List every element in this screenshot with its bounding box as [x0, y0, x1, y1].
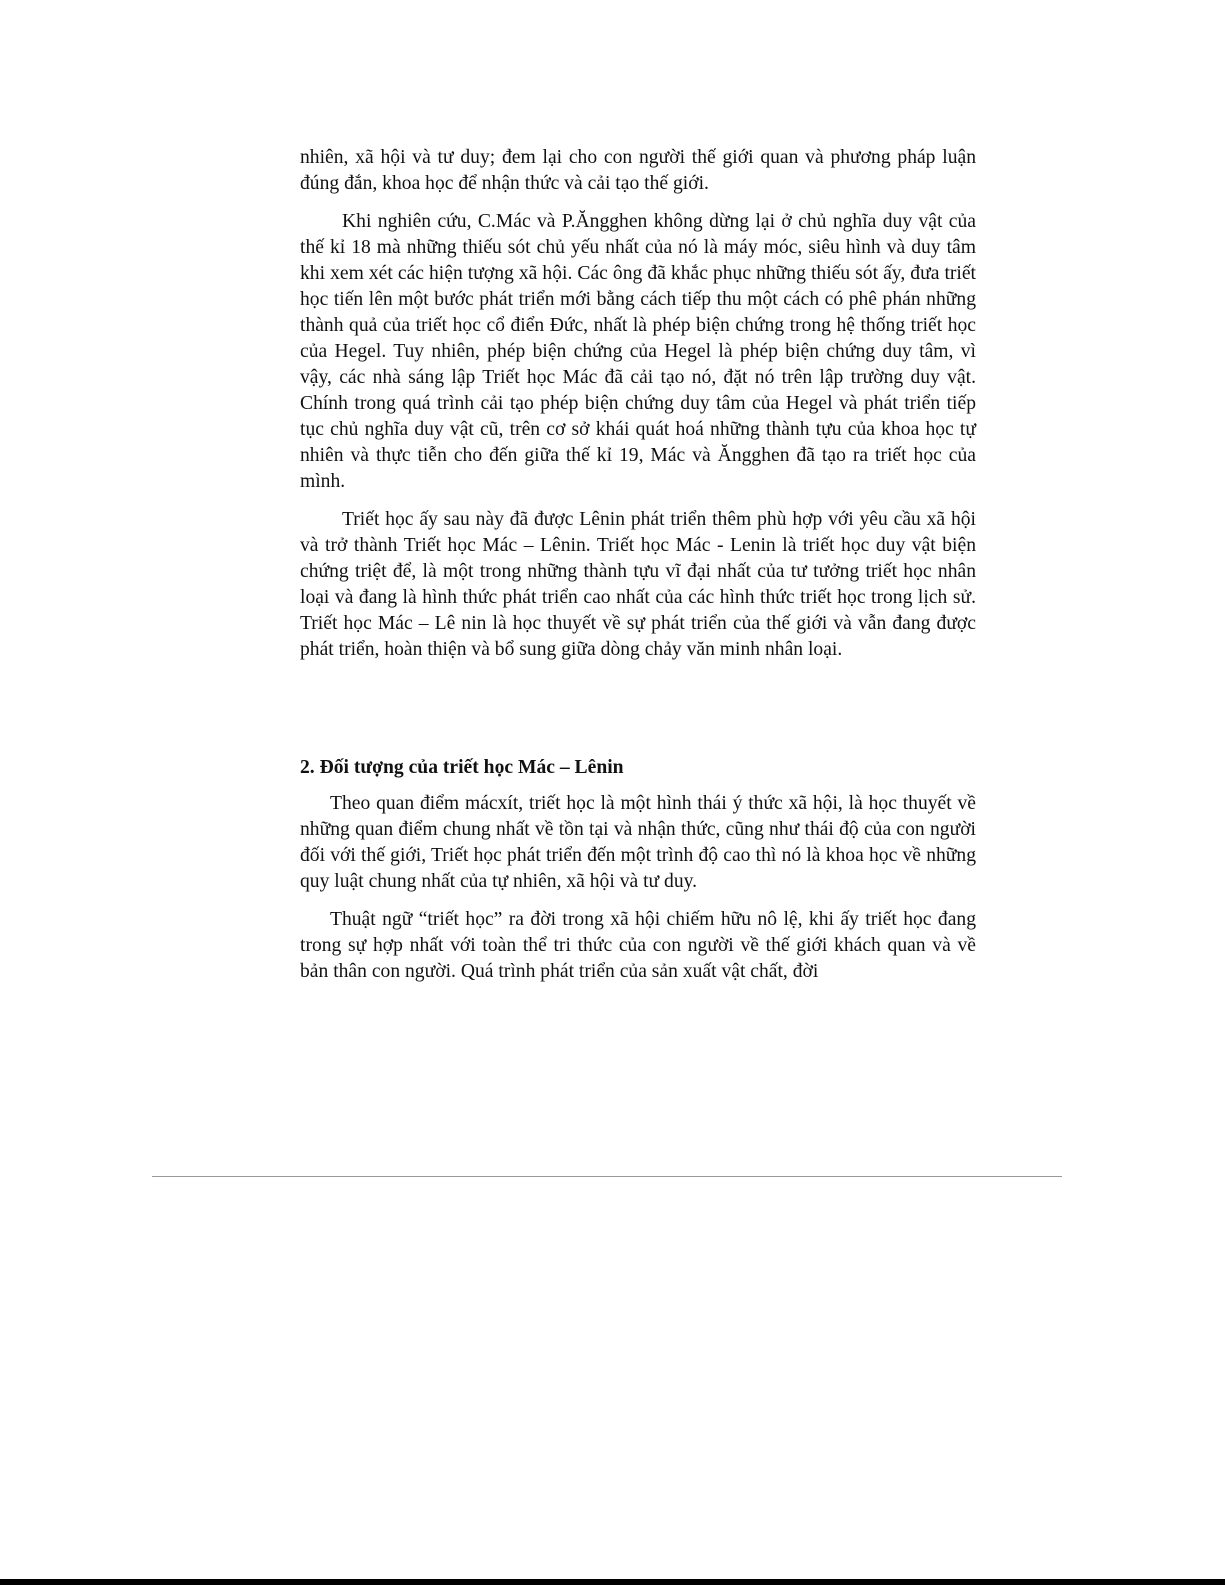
page-bottom-edge — [0, 1579, 1225, 1585]
page-divider — [152, 1176, 1062, 1177]
paragraph-2: Khi nghiên cứu, C.Mác và P.Ăngghen không dừng lại ở chủ nghĩa duy vật của thế kỉ 18 mà những thiếu sót chủ yếu nhất của nó là máy móc, siêu hình và duy tâm khi xem xét các hiện tượng xã hội. Các ông đã khắc phục những thiếu sót ấy, đưa triết học tiến lên một bước phát triển mới bằng cách tiếp thu một cách có phê phán những thành quả của triết học cổ điển Đức, nhất là phép biện chứng trong hệ thống triết học của Hegel. Tuy nhiên, phép biện chứng của Hegel là phép biện chứng duy tâm, vì vậy, các nhà sáng lập Triết học Mác đã cải tạo nó, đặt nó trên lập trường duy vật. Chính trong quá trình cải tạo phép biện chứng duy tâm của Hegel và phát triển tiếp tục chủ nghĩa duy vật cũ, trên cơ sở khái quát hoá những thành tựu của khoa học tự nhiên và thực tiễn cho đến giữa thế kỉ 19, Mác và Ăngghen đã tạo ra triết học của mình. — [300, 211, 976, 492]
paragraph-3: Triết học ấy sau này đã được Lênin phát triển thêm phù hợp với yêu cầu xã hội và trở thành Triết học Mác – Lênin. Triết học Mác - Lenin là triết học duy vật biện chứng triệt để, là một trong những thành tựu vĩ đại nhất của tư tưởng triết học nhân loại và đang là hình thức phát triển cao nhất của các hình thức triết học trong lịch sử. Triết học Mác – Lê nin là học thuyết về sự phát triển của thế giới và vẫn đang được phát triển, hoàn thiện và bổ sung giữa dòng chảy văn minh nhân loại. — [300, 509, 976, 660]
paragraph-4: Theo quan điểm mácxít, triết học là một hình thái ý thức xã hội, là học thuyết về những quan điểm chung nhất về tồn tại và nhận thức, cũng như thái độ của con người đối với thế giới, Triết học phát triển đến một trình độ cao thì nó là khoa học về những quy luật chung nhất của tự nhiên, xã hội và tư duy. — [300, 793, 976, 892]
document-body — [300, 145, 976, 997]
section-spacer — [300, 675, 976, 755]
section-heading: 2. Đối tượng của triết học Mác – Lênin — [300, 757, 624, 778]
paragraph-1: nhiên, xã hội và tư duy; đem lại cho con người thế giới quan và phương pháp luận đúng đắn, khoa học để nhận thức và cải tạo thế giới. — [300, 147, 976, 194]
paragraph-5: Thuật ngữ “triết học” ra đời trong xã hội chiếm hữu nô lệ, khi ấy triết học đang trong sự hợp nhất với toàn thể tri thức của con người về thế giới khách quan và về bản thân con người. Quá trình phát triển của sản xuất vật chất, đời — [300, 909, 976, 982]
